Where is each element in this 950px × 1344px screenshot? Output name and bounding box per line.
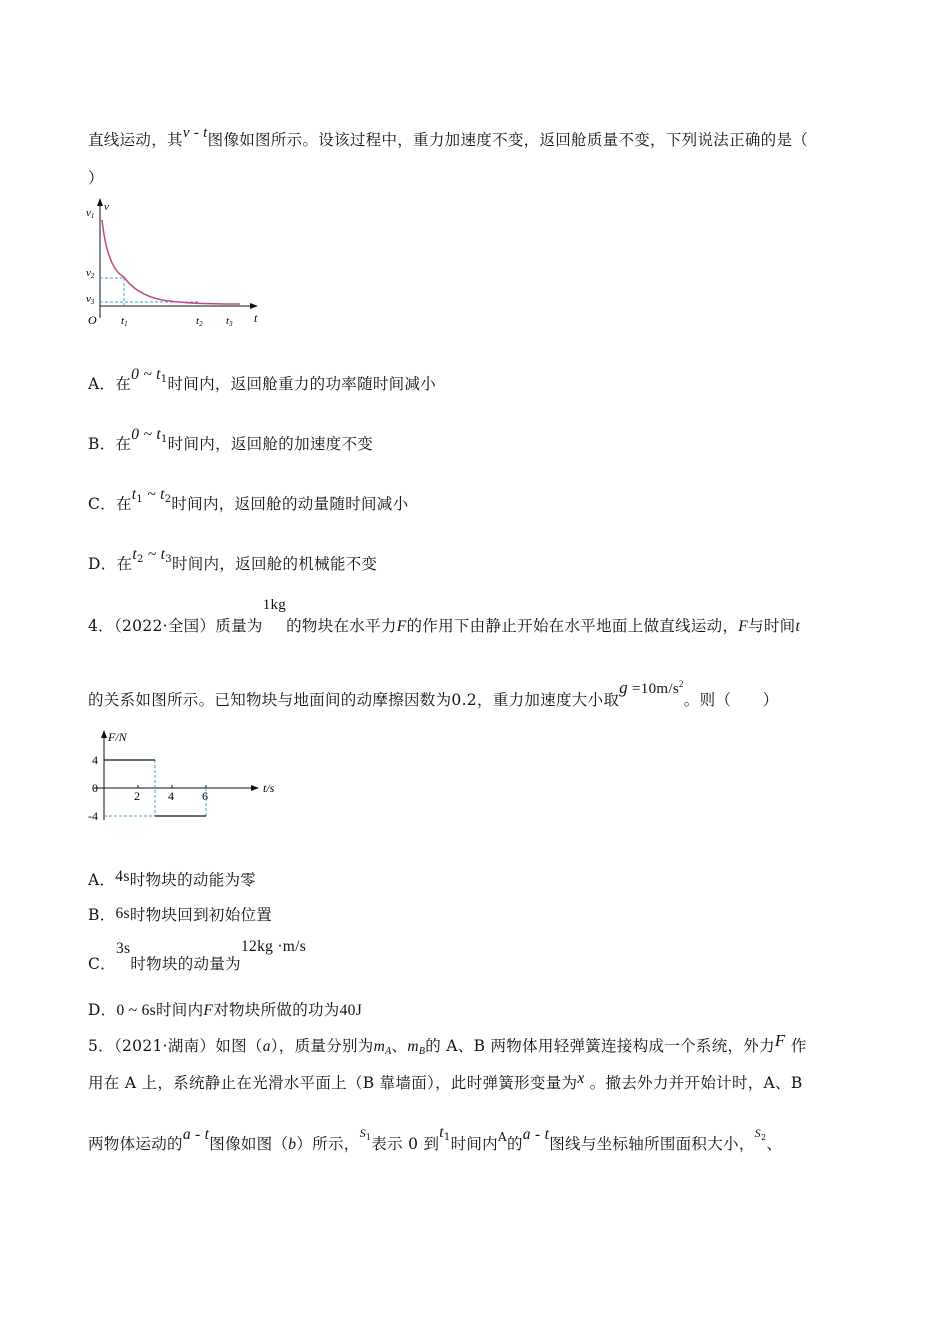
- q5-text-a: 5．（2021·湖南）如图（: [88, 1037, 263, 1055]
- q3-vt-symbol: v - t: [182, 125, 208, 141]
- q5-mB: m: [407, 1038, 419, 1055]
- q3-stem-close-paren: ）: [88, 169, 104, 187]
- q3-option-a-label: A．在: [88, 375, 132, 393]
- q4-option-d-math: 0 ~ 6s: [116, 1002, 156, 1019]
- q3-label-t1: t1: [121, 315, 128, 328]
- q3-stem-text: 直线运动，其: [88, 131, 183, 149]
- x-axis-title: t/s: [263, 781, 275, 795]
- q3-label-t3: t3: [226, 315, 233, 328]
- x-tick-label-6: 6: [202, 789, 208, 803]
- q5-A: A: [497, 1130, 507, 1144]
- q4-option-c-math: 3s: [115, 940, 131, 957]
- q4-option-d-text-b: 对物块所做的功为: [213, 1001, 340, 1019]
- q4-option-d-value: 40J: [339, 1002, 363, 1019]
- q4-stem-line1: [88, 597, 801, 636]
- q4-ft-graph: [82, 728, 282, 828]
- q3-option-a-text: 时间内，返回舱重力的功率随时间减小: [167, 375, 437, 393]
- y-axis-title: F/N: [108, 730, 127, 744]
- q4-option-b-text: 时物块回到初始位置: [129, 906, 273, 924]
- q4-option-b-label: B．: [88, 906, 116, 924]
- q4-option-a-label: A．: [88, 871, 116, 889]
- q4-mass-value: 1kg: [262, 597, 287, 613]
- x-tick-label-2: 2: [134, 789, 140, 803]
- q3-label-v1: v1: [86, 207, 95, 220]
- q4-option-c-label: C．: [88, 955, 116, 973]
- q5-x: x: [577, 1070, 585, 1087]
- q5-mB-sub: B: [418, 1046, 426, 1057]
- y-tick-label-4: 4: [92, 753, 98, 767]
- q4-option-c-text: 时物块的动量为: [130, 955, 241, 973]
- q3-option-b-text: 时间内，返回舱的加速度不变: [167, 435, 374, 453]
- q5-text-c: 的 A、B 两物体用轻弹簧连接构成一个系统，外力: [425, 1037, 775, 1055]
- q5-at: a - t: [182, 1126, 210, 1143]
- q5-fig-a: a: [262, 1038, 271, 1055]
- q3-option-d[interactable]: [88, 546, 378, 575]
- q3-velocity-curve: [102, 220, 240, 304]
- q4-option-d[interactable]: [88, 998, 362, 1020]
- q3-stem-line1: [88, 125, 809, 150]
- q3-label-t2: t2: [196, 315, 203, 328]
- q5-text-e: 用在 A 上，系统静止在光滑水平面上（B 靠墙面），此时弹簧形变量为: [88, 1074, 578, 1092]
- q3-label-v-axis: v: [104, 201, 109, 213]
- q4-F-symbol-2: F: [738, 618, 749, 635]
- q4-option-a-math: 4s: [115, 868, 130, 885]
- y-tick-label-0: 0: [92, 781, 98, 795]
- q5-text-k: 时间内: [450, 1135, 498, 1153]
- q5-stem-line1: [88, 1031, 807, 1057]
- q5-text-l: 的: [506, 1135, 523, 1153]
- q5-text-m: 图线与坐标轴所围面积大小，: [549, 1135, 755, 1153]
- q4-stem-text-d: 与时间: [748, 617, 796, 635]
- x-axis-arrow: [251, 785, 259, 791]
- q3-stem-line2: [88, 166, 104, 188]
- q3-option-a-math: 0 ~ $t_1$: [131, 366, 168, 385]
- q5-mA-sub: A: [385, 1046, 392, 1057]
- q4-stem-text-c: 的作用下由静止开始在水平地面上做直线运动，: [406, 617, 739, 635]
- q5-text-n: 、: [766, 1135, 783, 1153]
- q3-option-c-math: $t_1$ ~ $t_2$: [131, 486, 172, 505]
- x-tick-label-4: 4: [168, 789, 174, 803]
- q3-y-arrow: [97, 198, 103, 206]
- q5-F: F: [774, 1031, 786, 1050]
- q3-label-v3: v3: [86, 293, 95, 306]
- q4-stem-line2: [88, 678, 779, 710]
- q5-mA: m: [373, 1038, 386, 1055]
- q3-option-c-text: 时间内，返回舱的动量随时间减小: [171, 495, 409, 513]
- q3-label-origin: O: [88, 313, 97, 327]
- q4-option-a[interactable]: [88, 868, 256, 890]
- q3-option-b-label: B．在: [88, 435, 132, 453]
- q4-t-symbol: t: [795, 618, 801, 635]
- q5-text-f: 。撤去外力并开始计时，A、B: [584, 1074, 803, 1092]
- q5-stem-line3: [88, 1124, 783, 1155]
- q4-option-d-text-a: 时间内: [156, 1001, 204, 1019]
- q4-stem-text-f: ，重力加速度大小取: [476, 691, 620, 709]
- q4-option-d-label: D．: [88, 1001, 117, 1019]
- q5-stem-line2: [88, 1071, 803, 1093]
- q4-option-d-F: F: [203, 1002, 214, 1019]
- q3-option-d-text: 时间内，返回舱的机械能不变: [171, 555, 378, 573]
- q4-stem-text-g: 。则（ ）: [683, 691, 779, 709]
- q4-g-expression: $g =10m/s^2$: [619, 678, 684, 697]
- q4-option-c[interactable]: [88, 938, 307, 974]
- q5-at-2: a - t: [522, 1126, 550, 1143]
- q3-option-c-label: C．在: [88, 495, 132, 513]
- y-axis-arrow: [101, 730, 107, 738]
- q3-stem-text-2: 图像如图所示。设该过程中，重力加速度不变，返回舱质量不变，下列说法正确的是（: [207, 131, 809, 149]
- q4-option-b-math: 6s: [115, 905, 130, 922]
- y-tick-label--4: -4: [88, 809, 98, 823]
- q3-option-c[interactable]: [88, 486, 409, 515]
- q4-stem-text-e: 的关系如图所示。已知物块与地面间的动摩擦因数为: [88, 691, 452, 709]
- q3-vt-graph: [82, 196, 272, 331]
- q3-option-d-math: $t_2$ ~ $t_3$: [132, 546, 172, 565]
- q4-option-c-value: 12kg ·m/s: [240, 938, 307, 955]
- q5-text-b: ），质量分别为: [270, 1037, 374, 1055]
- q5-text-i: ）所示，: [296, 1135, 360, 1153]
- q4-mu-value: 0.2: [451, 691, 477, 709]
- q5-t1: $t_1$: [439, 1124, 451, 1143]
- q5-fig-b: b: [288, 1136, 297, 1153]
- q3-x-arrow: [250, 303, 258, 309]
- q5-text-g: 两物体运动的: [88, 1135, 183, 1153]
- q4-option-b[interactable]: [88, 903, 272, 925]
- q3-option-b[interactable]: [88, 426, 374, 455]
- q3-label-v2: v2: [86, 267, 95, 280]
- q4-option-a-text: 时物块的动能为零: [129, 871, 257, 889]
- q5-S2: S2: [754, 1126, 767, 1142]
- q4-F-symbol: F: [396, 618, 407, 635]
- q5-text-d: 作: [785, 1037, 807, 1055]
- q3-option-d-label: D．在: [88, 555, 133, 573]
- q5-text-h: 图像如图（: [209, 1135, 289, 1153]
- q5-text-j: 表示 0 到: [371, 1135, 440, 1153]
- q5-S1: S1: [359, 1126, 372, 1142]
- q3-label-t-axis: t: [254, 311, 258, 325]
- q5-sep: 、: [391, 1037, 408, 1055]
- q3-option-a[interactable]: [88, 366, 437, 395]
- q3-option-b-math: 0 ~ $t_1$: [131, 426, 168, 445]
- q4-stem-text-a: 4．（2022·全国）质量为: [88, 617, 263, 635]
- q4-stem-text-b: 的物块在水平力: [286, 617, 397, 635]
